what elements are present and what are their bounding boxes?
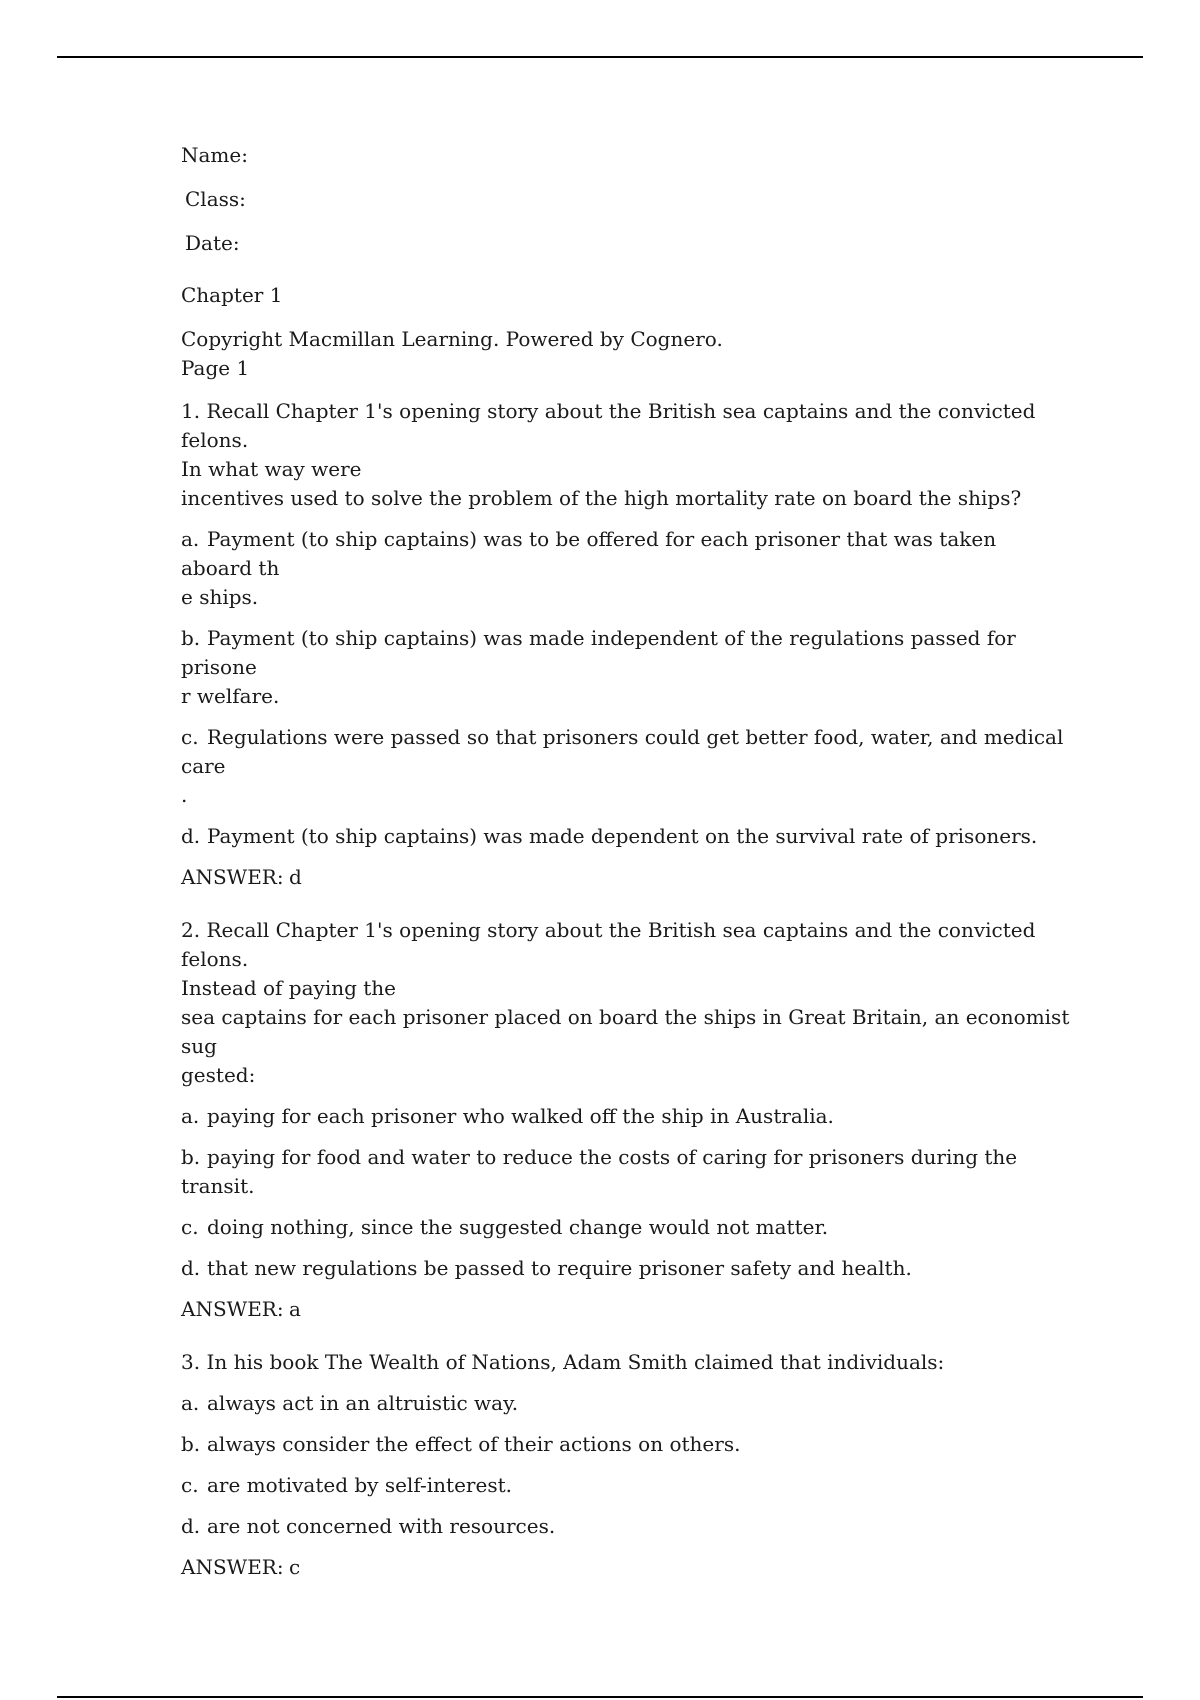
stem-line: 1. Recall Chapter 1's opening story about the British sea captains and the convicted felons. <box>181 399 1042 452</box>
choice-letter: b. <box>181 1145 201 1169</box>
choice-a <box>181 525 1071 612</box>
choice-text: Payment (to ship captains) was made dependent on the survival rate of prisoners. <box>207 824 1038 848</box>
choice-letter: a. <box>181 1104 200 1128</box>
top-rule <box>57 56 1143 58</box>
answer-label: ANSWER: <box>181 1297 284 1321</box>
choice-text: paying for food and water to reduce the costs of caring for prisoners during the transit. <box>181 1145 1024 1198</box>
question-1 <box>181 397 1071 892</box>
question-stem <box>181 916 1076 1090</box>
answer-value: c <box>289 1555 301 1579</box>
choice-letter: a. <box>181 1391 200 1415</box>
choice-letter: c. <box>181 1473 199 1497</box>
choice-letter: c. <box>181 1215 199 1239</box>
choice-a <box>181 1389 1071 1418</box>
chapter-title: Chapter 1 <box>181 283 283 307</box>
choice-letter: d. <box>181 1514 201 1538</box>
document-body <box>181 141 1076 1606</box>
choice-letter: d. <box>181 1256 201 1280</box>
stem-line: sea captains for each prisoner placed on board the ships in Great Britain, an economist sug <box>181 1005 1076 1058</box>
choice-b <box>181 1143 1071 1201</box>
stem-line: Instead of paying the <box>181 976 397 1000</box>
choice-text: always act in an altruistic way. <box>207 1391 519 1415</box>
question-stem <box>181 1348 1071 1377</box>
answer-label: ANSWER: <box>181 1555 284 1579</box>
stem-line: 2. Recall Chapter 1's opening story about the British sea captains and the convicted felons. <box>181 918 1042 971</box>
copyright-line: Copyright Macmillan Learning. Powered by Cognero. <box>181 327 723 351</box>
choice-d <box>181 1254 1071 1283</box>
choice-letter: c. <box>181 725 199 749</box>
choice-letter: a. <box>181 527 200 551</box>
choice-b <box>181 1430 1071 1459</box>
question-stem <box>181 397 1071 513</box>
choice-text: . <box>181 783 188 807</box>
answer-line <box>181 863 1071 892</box>
choice-letter: b. <box>181 1432 201 1456</box>
question-3 <box>181 1348 1071 1582</box>
choice-text: always consider the effect of their actions on others. <box>207 1432 741 1456</box>
choice-text: Regulations were passed so that prisoners could get better food, water, and medical care <box>181 725 1070 778</box>
class-label: Class: <box>185 187 246 211</box>
answer-label: ANSWER: <box>181 865 284 889</box>
choice-c <box>181 1213 1071 1242</box>
choice-text: e ships. <box>181 585 259 609</box>
answer-value: a <box>289 1297 301 1321</box>
choice-text: are motivated by self-interest. <box>207 1473 512 1497</box>
answer-line <box>181 1295 1071 1324</box>
choice-letter: d. <box>181 824 201 848</box>
stem-line: In what way were <box>181 457 362 481</box>
copyright-block <box>181 325 1071 383</box>
choice-letter: b. <box>181 626 201 650</box>
choice-d <box>181 822 1071 851</box>
page-number: Page 1 <box>181 356 250 380</box>
choice-text: doing nothing, since the suggested change would not matter. <box>207 1215 829 1239</box>
question-2 <box>181 916 1076 1324</box>
choice-d <box>181 1512 1071 1541</box>
name-label: Name: <box>181 143 248 167</box>
stem-line: 3. In his book The Wealth of Nations, Adam Smith claimed that individuals: <box>181 1350 945 1374</box>
choice-text: paying for each prisoner who walked off the ship in Australia. <box>207 1104 834 1128</box>
choice-text: Payment (to ship captains) was made independent of the regulations passed for prisone <box>181 626 1023 679</box>
stem-line: gested: <box>181 1063 256 1087</box>
choice-c <box>181 723 1071 810</box>
bottom-rule <box>57 1696 1143 1698</box>
answer-line <box>181 1553 1071 1582</box>
stem-line: incentives used to solve the problem of the high mortality rate on board the ships? <box>181 486 1022 510</box>
choice-c <box>181 1471 1071 1500</box>
choice-text: are not concerned with resources. <box>207 1514 556 1538</box>
choice-text: r welfare. <box>181 684 280 708</box>
choice-text: that new regulations be passed to require prisoner safety and health. <box>207 1256 912 1280</box>
choice-text: Payment (to ship captains) was to be offered for each prisoner that was taken aboard th <box>181 527 1003 580</box>
date-label: Date: <box>185 231 240 255</box>
answer-value: d <box>289 865 302 889</box>
choice-a <box>181 1102 1071 1131</box>
choice-b <box>181 624 1071 711</box>
